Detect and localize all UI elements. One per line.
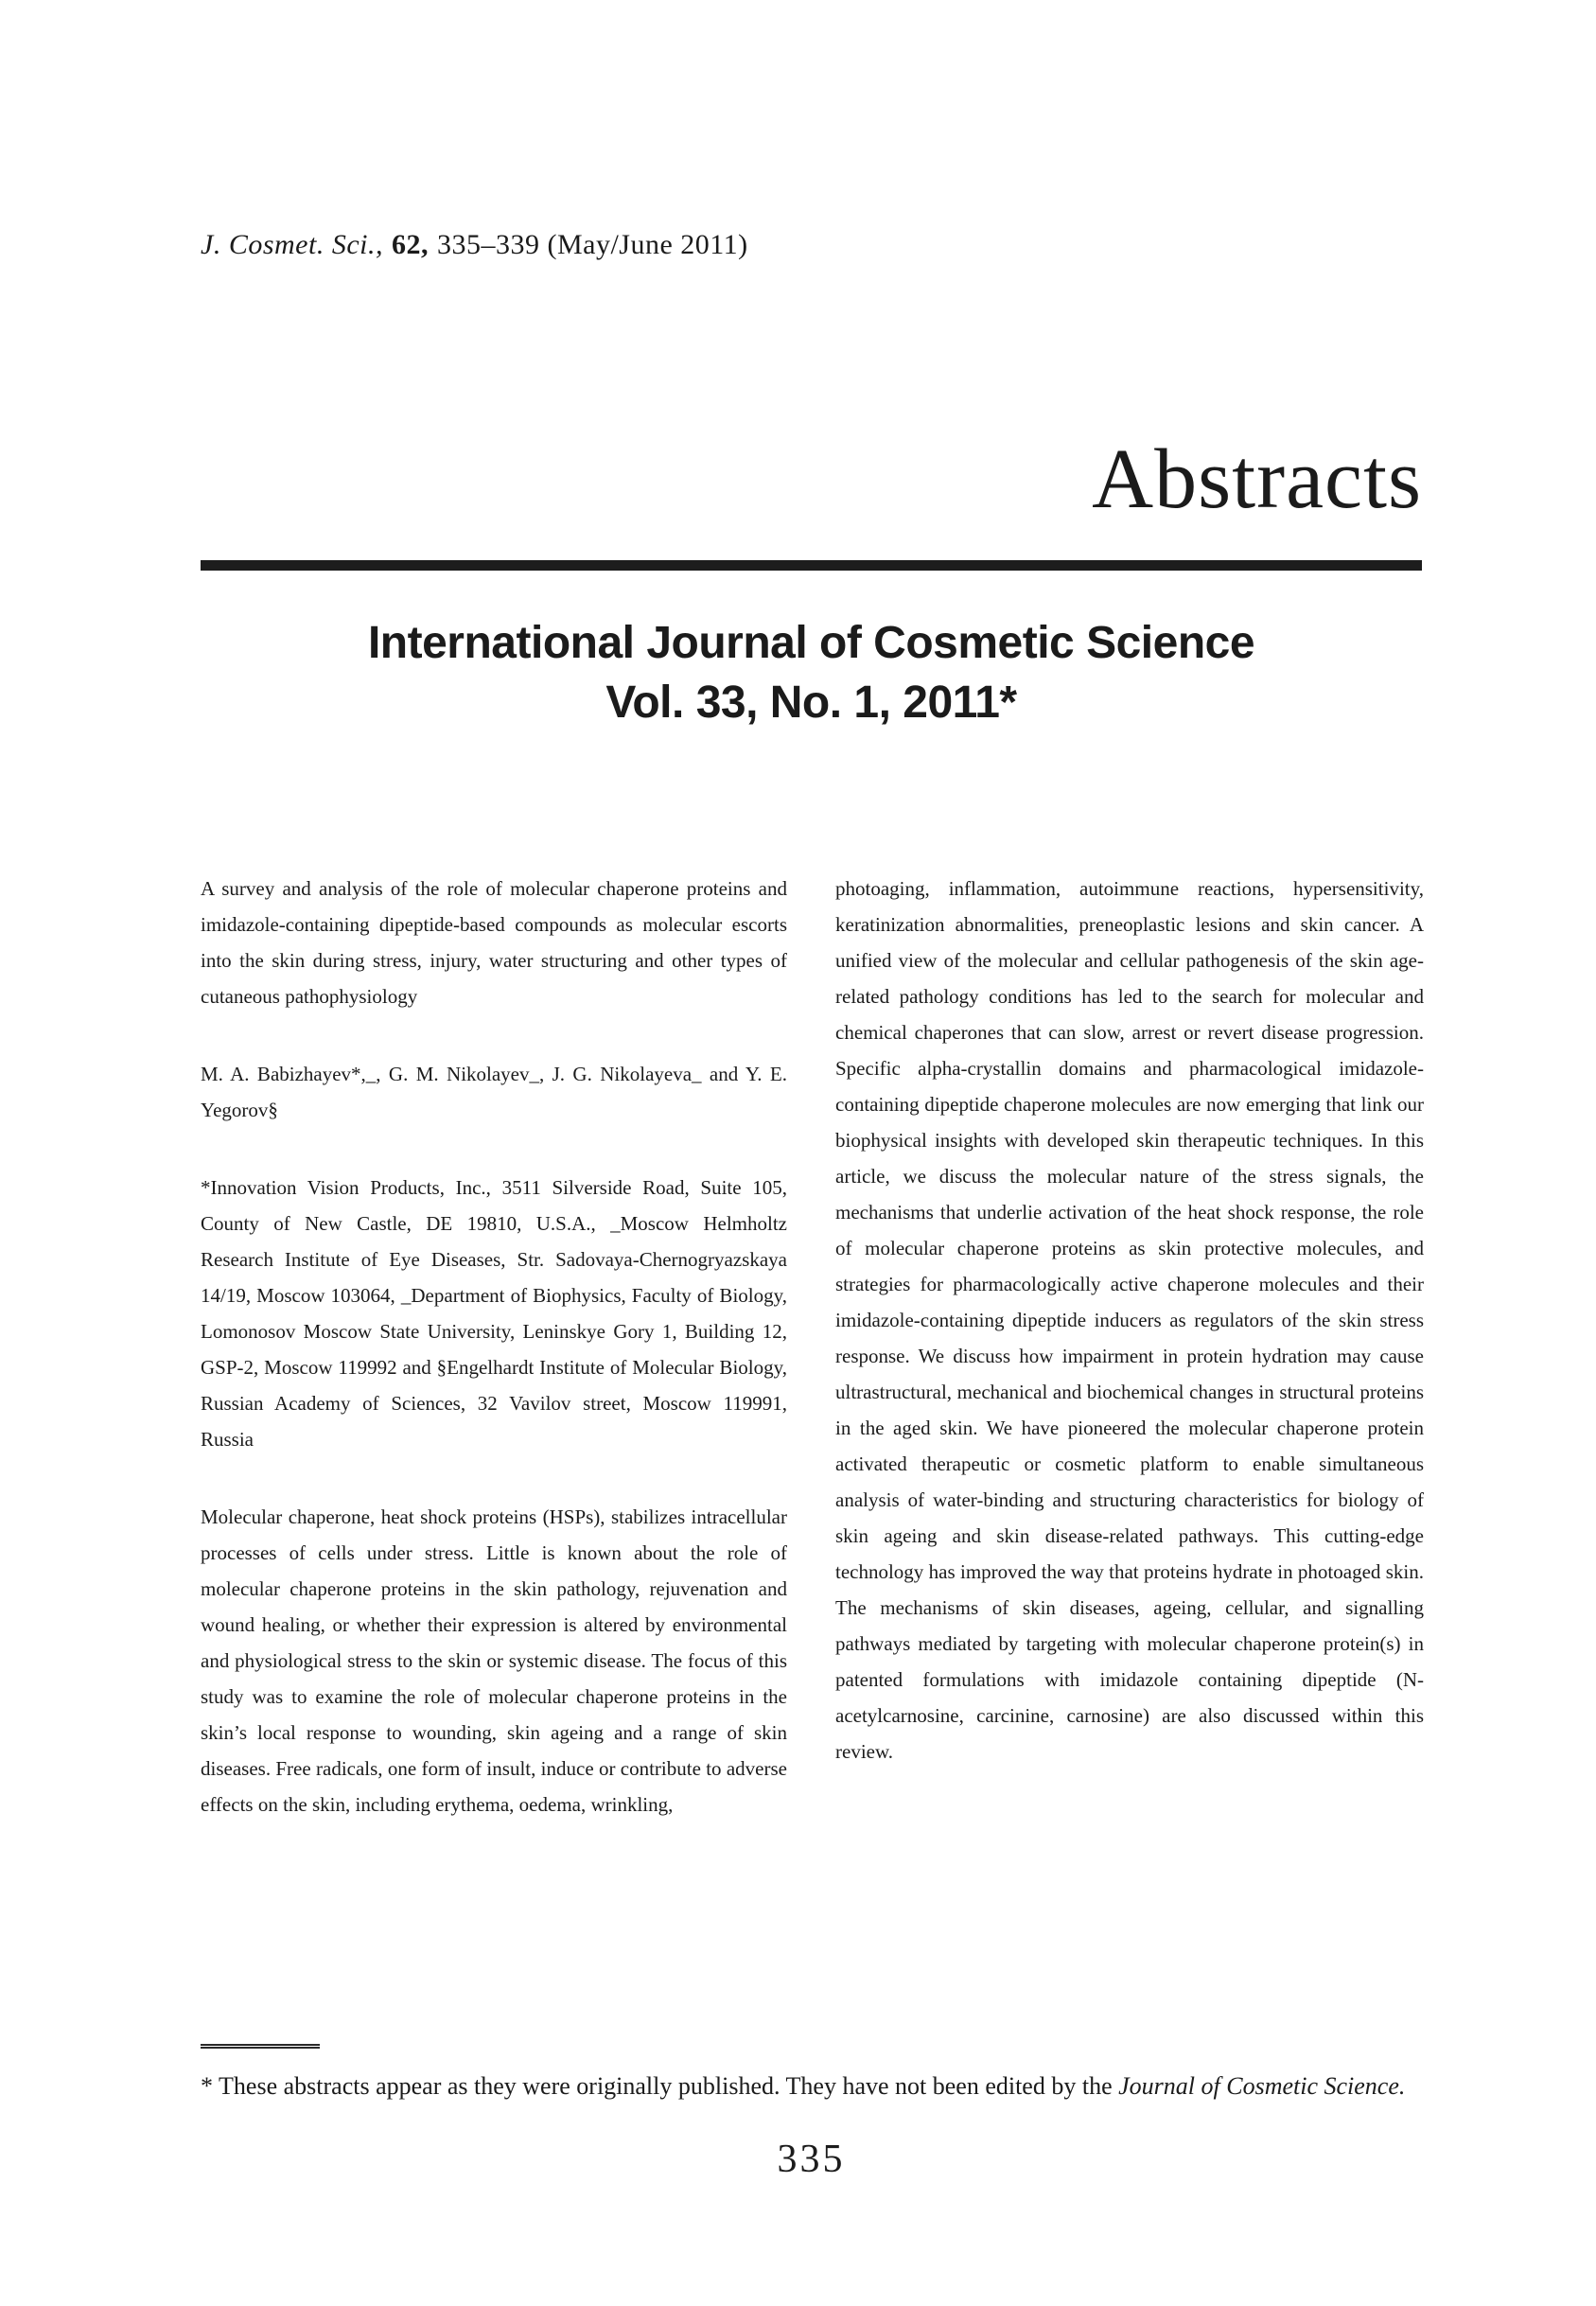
running-header	[201, 229, 757, 261]
abstract-authors: M. A. Babizhayev*,_, G. M. Nikolayev_, J. G. Nikolayeva_ and Y. E. Yegorov§	[201, 1063, 787, 1121]
issue-info: 335–339 (May/June 2011)	[436, 229, 748, 260]
section-title: Abstracts	[1092, 432, 1422, 526]
right-column	[835, 871, 1424, 1769]
abstract-body-right: photoaging, inflammation, autoimmune reactions, hypersensitivity, keratinization abnormalities, preneoplastic lesions and skin cancer. A unified view of the molecular and cellular pathogenesis of the skin age-related pathology conditions has led to the search for molecular and chemical chaperones that can slow, arrest or revert disease progression. Specific alpha-crystallin domains and pharmacological imidazole-containing dipeptide chaperone molecules are now emerging that link our biophysical insights with developed skin therapeutic techniques. In this article, we discuss the molecular nature of the stress signals, the mechanisms that underlie activation of the heat shock response, the role of molecular chaperone proteins as skin protective molecules, and strategies for pharmacologically active chaperone molecules and their imidazole-containing dipeptide inducers as regulators of the skin stress response. We discuss how impairment in protein hydration may cause ultrastructural, mechanical and biochemical changes in structural proteins in the aged skin. We have pioneered the molecular chaperone protein activated therapeutic or cosmetic platform to enable simultaneous analysis of water-binding and structuring characteristics for biology of skin ageing and skin disease-related pathways. This cutting-edge technology has improved the way that proteins hydrate in photoaged skin. The mechanisms of skin diseases, ageing, cellular, and signalling pathways mediated by targeting with molecular chaperone protein(s) in patented formulations with imidazole containing dipeptide (N-acetylcarnosine, carcinine, carnosine) are also discussed within this review.	[835, 877, 1424, 1763]
divider-rule	[201, 560, 1422, 571]
abstract-title: A survey and analysis of the role of molecular chaperone proteins and imidazole-containing dipeptide-based compounds as molecular escorts into the skin during stress, injury, water structuring and other types of cutaneous pathophysiology	[201, 877, 787, 1008]
journal-heading-line1: International Journal of Cosmetic Science	[367, 618, 1255, 668]
abstract-affiliations: *Innovation Vision Products, Inc., 3511 Silverside Road, Suite 105, County of New Castle, DE 19810, U.S.A., _Moscow Helmholtz Research Institute of Eye Diseases, Str. Sadovaya-Chernogryazskaya 14/19, Moscow 103064, _Department of Biophysics, Faculty of Biology, Lomonosov Moscow State University, Leninskye Gory 1, Building 12, GSP-2, Moscow 119992 and §Engelhardt Institute of Molecular Biology, Russian Academy of Sciences, 32 Vavilov street, Moscow 119991, Russia	[201, 1176, 787, 1451]
journal-heading	[201, 613, 1422, 732]
footnote	[201, 2065, 1419, 2108]
journal-abbreviation: J. Cosmet. Sci.,	[201, 229, 383, 260]
footnote-journal-name: Journal of Cosmetic Science.	[1118, 2072, 1406, 2100]
abstract-body-left: Molecular chaperone, heat shock proteins (HSPs), stabilizes intracellular processes of cells under stress. Little is known about the role of molecular chaperone proteins in the skin pathology, rejuvenation and wound healing, or whether their expression is altered by environmental and physiological stress to the skin or systemic disease. The focus of this study was to examine the role of molecular chaperone proteins in the skin’s local response to wounding, skin ageing and a range of skin diseases. Free radicals, one form of insult, induce or contribute to adverse effects on the skin, including erythema, oedema, wrinkling,	[201, 1505, 787, 1816]
journal-heading-line2: Vol. 33, No. 1, 2011*	[605, 678, 1017, 728]
footnote-text: * These abstracts appear as they were originally published. They have not been edited by the	[201, 2072, 1119, 2100]
page-number: 335	[777, 2138, 846, 2181]
volume-number: 62,	[391, 229, 429, 260]
left-column	[201, 871, 787, 1822]
footnote-rule	[201, 2044, 320, 2049]
